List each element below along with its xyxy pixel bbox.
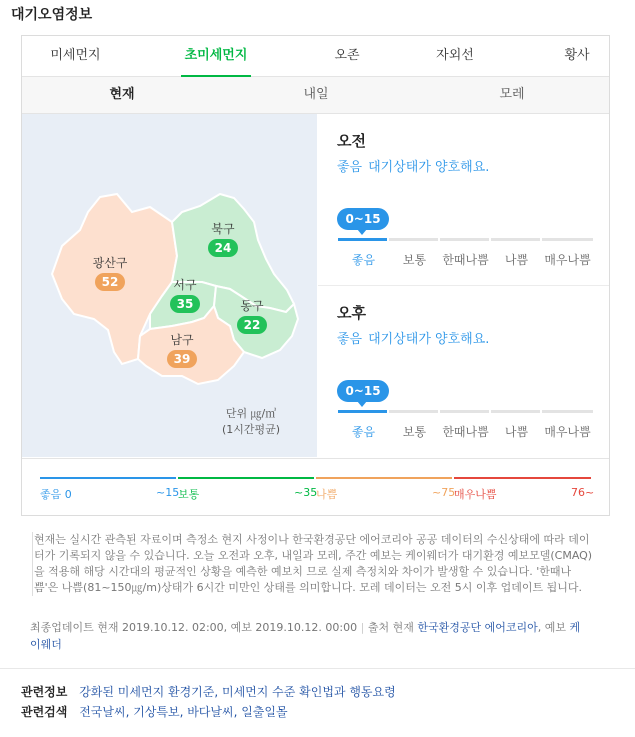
grade-legend — [22, 458, 609, 516]
scale-segment-very-bad — [542, 238, 593, 241]
tab-pm10[interactable]: 미세먼지 — [50, 48, 101, 63]
district-buk[interactable] — [198, 221, 248, 257]
tab-ozone[interactable]: 오존 — [334, 48, 360, 63]
level-scale — [338, 410, 593, 413]
district-value-badge: 22 — [237, 316, 267, 334]
legend-threshold-3: ~75 — [432, 486, 456, 499]
related-section — [0, 668, 635, 719]
legend-good-label: 좋음 0 — [40, 488, 72, 501]
tab-uv[interactable]: 자외선 — [436, 48, 474, 63]
district-value-badge: 52 — [95, 273, 125, 291]
pollutant-tabs — [22, 36, 609, 77]
source-kweather-link[interactable]: 케이웨더 — [30, 621, 581, 651]
district-nam[interactable] — [157, 332, 207, 368]
source-label: 출처 현재 — [367, 621, 414, 634]
forecast-grade: 좋음 — [337, 160, 363, 175]
level-label-very-bad: 매우나쁨 — [544, 253, 591, 267]
scale-segment-normal — [389, 238, 438, 241]
level-label-very-bad: 매우나쁨 — [544, 425, 591, 439]
day-tabs — [22, 77, 609, 114]
level-label-good: 좋음 — [351, 253, 376, 267]
related-search-links[interactable]: 전국날씨, 기상특보, 바다날씨, 일출일몰 — [79, 705, 288, 719]
scale-segment-good — [338, 238, 387, 241]
forecast-status — [337, 328, 489, 347]
unit-average-label: (1시간평균) — [222, 423, 281, 436]
related-info-row — [21, 684, 396, 700]
scale-segment-bad — [491, 238, 540, 241]
level-label-good: 좋음 — [351, 425, 376, 439]
district-name: 서구 — [173, 278, 197, 292]
level-label-bad: 나쁨 — [504, 425, 529, 439]
legend-bar-good — [40, 477, 176, 479]
district-seo[interactable] — [160, 277, 210, 313]
district-name: 광산구 — [92, 256, 128, 270]
related-info-label: 관련정보 — [21, 685, 68, 699]
air-quality-card — [21, 35, 610, 516]
forecast-grade: 좋음 — [337, 332, 363, 347]
district-gwangsan[interactable] — [85, 255, 135, 291]
scale-segment-normal — [389, 410, 438, 413]
forecast-message: 대기상태가 양호해요. — [368, 332, 490, 347]
day-tab-tomorrow[interactable]: 내일 — [303, 87, 329, 102]
district-name: 동구 — [240, 299, 264, 313]
level-label-bad: 나쁨 — [504, 253, 529, 267]
forecast-period: 오전 — [337, 132, 366, 150]
scale-segment-bad — [491, 410, 540, 413]
tab-pm25[interactable]: 초미세먼지 — [181, 36, 251, 76]
legend-threshold-4: 76~ — [571, 486, 595, 499]
district-value-badge: 24 — [208, 239, 238, 257]
day-tab-now[interactable]: 현재 — [109, 87, 135, 102]
forecast-pm — [318, 285, 609, 458]
range-indicator: 0~15 — [337, 208, 389, 230]
forecast-am — [318, 114, 609, 286]
scale-segment-very-bad — [542, 410, 593, 413]
legend-bad-label: 나쁨 — [316, 488, 338, 501]
legend-threshold-2: ~35 — [294, 486, 318, 499]
scale-segment-briefly-bad — [440, 410, 489, 413]
level-label-briefly-bad: 한때나쁨 — [442, 425, 489, 439]
legend-threshold-1: ~15 — [156, 486, 180, 499]
level-label-normal: 보통 — [402, 253, 427, 267]
scale-segment-good — [338, 410, 387, 413]
page-title: 대기오염정보 — [11, 7, 93, 23]
level-label-briefly-bad: 한때나쁨 — [442, 253, 489, 267]
legend-bar-normal — [178, 477, 314, 479]
forecast-message: 대기상태가 양호해요. — [368, 160, 490, 175]
tab-yellow-dust[interactable]: 황사 — [564, 48, 590, 63]
district-map — [22, 114, 317, 457]
update-info: 최종업데이트 현재 2019.10.12. 02:00, 예보 2019.10.12. 00:00 | 출처 현재 한국환경공단 에어코리아, 예보 케이웨더 — [30, 621, 581, 651]
range-indicator: 0~15 — [337, 380, 389, 402]
update-forecast: 예보 2019.10.12. 00:00 — [230, 621, 358, 634]
related-info-links[interactable]: 강화된 미세먼지 환경기준, 미세먼지 수준 확인법과 행동요령 — [79, 685, 396, 699]
scale-segment-briefly-bad — [440, 238, 489, 241]
unit-caption — [222, 406, 280, 438]
district-name: 북구 — [211, 222, 235, 236]
legend-very-bad-label: 매우나쁨 — [454, 488, 497, 501]
source-airkorea-link[interactable]: 한국환경공단 에어코리아 — [417, 621, 538, 634]
level-scale — [338, 238, 593, 241]
district-name: 남구 — [170, 333, 194, 347]
day-tab-day-after[interactable]: 모레 — [499, 87, 525, 102]
district-value-badge: 35 — [170, 295, 200, 313]
forecast-period: 오후 — [337, 304, 366, 322]
related-search-label: 관련검색 — [21, 705, 68, 719]
data-notice: 현재는 실시간 관측된 자료이며 측정소 현지 사정이나 한국환경공단 에어코리아 공공 데이터의 수신상태에 따라 데이터가 기록되지 않을 수 있습니다. 오늘 오전과 오후, 내일과 모레, 주간 예보는 케이웨더가 대기환경 예보모델(CMAQ)을 적용해 해당 시간대의 평균적인 상황을 예측한 예보치 므로 실제 측정치와 차이가 발생할 수 있습니다. '한때나쁨'은 나쁨(81~150㎍/m)상태가 6시간 미만인 상태를 의미합니다. 모레 데이터는 오전 5시 이후 업데이트 됩니다. — [34, 533, 593, 594]
forecast-status — [337, 156, 489, 175]
legend-bar-bad — [316, 477, 452, 479]
update-current: 최종업데이트 현재 2019.10.12. 02:00, — [30, 621, 228, 634]
related-search-row — [21, 704, 288, 720]
unit-label: 단위 ㎍/㎥ — [225, 407, 277, 420]
legend-bar-very-bad — [454, 477, 591, 479]
level-label-normal: 보통 — [402, 425, 427, 439]
legend-normal-label: 보통 — [178, 488, 200, 501]
district-value-badge: 39 — [167, 350, 197, 368]
district-dong[interactable] — [227, 298, 277, 334]
source-forecast-label: , 예보 — [537, 621, 566, 634]
